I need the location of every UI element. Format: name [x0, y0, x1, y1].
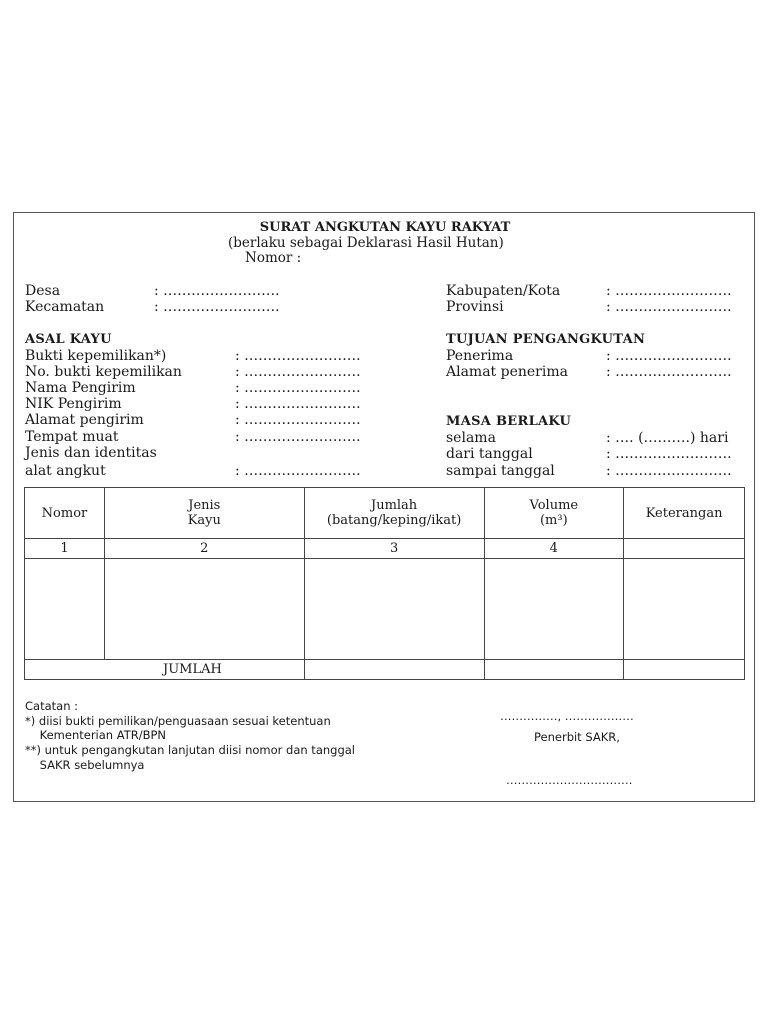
col-number: 2 [104, 539, 304, 559]
kabupaten-value: : ……………………. [606, 283, 732, 299]
wood-table [24, 487, 745, 680]
tujuan-heading: TUJUAN PENGANGKUTAN [446, 332, 646, 347]
notes-title: Catatan : [25, 699, 79, 713]
signature-name-line: …………………………… [506, 773, 633, 787]
asal-kayu-heading: ASAL KAYU [25, 332, 112, 347]
tujuan-row-value: : ……………………. [606, 348, 732, 364]
document-frame [13, 212, 755, 802]
masa-row-label: selama [446, 430, 496, 446]
table-cell[interactable] [25, 559, 105, 660]
asal-row-label: Alamat pengirim [25, 412, 144, 428]
kecamatan-value: : ……………………. [154, 299, 280, 315]
provinsi-value: : ……………………. [606, 299, 732, 315]
table-cell[interactable] [624, 559, 745, 660]
note-line: *) diisi bukti pemilikan/penguasaan sesuai ketentuan [25, 714, 331, 728]
masa-row-value: : …. (……….) hari [606, 430, 729, 446]
asal-row-label: Jenis dan identitas [25, 445, 157, 461]
signature-issuer: Penerbit SAKR, [534, 730, 620, 744]
col-number: 1 [25, 539, 105, 559]
asal-row-value: : ……………………. [235, 412, 361, 428]
asal-row-label: Tempat muat [25, 429, 119, 445]
table-body-row [25, 559, 745, 660]
total-cell[interactable] [304, 660, 484, 680]
note-line: **) untuk pengangkutan lanjutan diisi nomor dan tanggal [25, 743, 355, 757]
asal-row-label: Nama Pengirim [25, 380, 136, 396]
header-keterangan: Keterangan [624, 488, 745, 539]
tujuan-row-label: Penerima [446, 348, 514, 364]
desa-value: : ……………………. [154, 283, 280, 299]
note-line: SAKR sebelumnya [25, 758, 145, 772]
table-cell[interactable] [304, 559, 484, 660]
header-jumlah: Jumlah (batang/keping/ikat) [304, 488, 484, 539]
document-subtitle: (berlaku sebagai Deklarasi Hasil Hutan) [228, 235, 504, 251]
masa-row-value: : ……………………. [606, 446, 732, 462]
table-total-row [25, 660, 745, 680]
document-number: Nomor : [245, 250, 302, 266]
document-title: SURAT ANGKUTAN KAYU RAKYAT [259, 220, 511, 235]
asal-row-value: : ……………………. [235, 364, 361, 380]
signature-place-date: ……………, ……………… [500, 709, 634, 723]
masa-row-label: sampai tanggal [446, 463, 555, 479]
masa-row-value: : ……………………. [606, 463, 732, 479]
total-label: JUMLAH [25, 660, 305, 680]
header-jenis-kayu: Jenis Kayu [104, 488, 304, 539]
header-nomor: Nomor [25, 488, 105, 539]
asal-row-label: Bukti kepemilikan*) [25, 348, 167, 364]
table-number-row [25, 539, 745, 559]
provinsi-label: Provinsi [446, 299, 504, 315]
col-number: 3 [304, 539, 484, 559]
masa-row-label: dari tanggal [446, 446, 533, 462]
kecamatan-label: Kecamatan [25, 299, 105, 315]
masa-heading: MASA BERLAKU [446, 414, 572, 429]
asal-row-value: : ……………………. [235, 463, 361, 479]
desa-label: Desa [25, 283, 61, 299]
total-cell[interactable] [624, 660, 745, 680]
col-number [624, 539, 745, 559]
asal-row-label: No. bukti kepemilikan [25, 364, 182, 380]
asal-row-value: : ……………………. [235, 429, 361, 445]
table-header-row [25, 488, 745, 539]
note-line: Kementerian ATR/BPN [25, 728, 167, 742]
tujuan-row-value: : ……………………. [606, 364, 732, 380]
table-cell[interactable] [104, 559, 304, 660]
total-cell[interactable] [484, 660, 624, 680]
asal-row-value: : ……………………. [235, 396, 361, 412]
asal-row-label: NIK Pengirim [25, 396, 122, 412]
kabupaten-label: Kabupaten/Kota [446, 283, 561, 299]
tujuan-row-label: Alamat penerima [446, 364, 568, 380]
table-cell[interactable] [484, 559, 624, 660]
asal-row-value: : ……………………. [235, 380, 361, 396]
asal-row-label: alat angkut [25, 463, 106, 479]
col-number: 4 [484, 539, 624, 559]
asal-row-value: : ……………………. [235, 348, 361, 364]
header-volume: Volume (m³) [484, 488, 624, 539]
